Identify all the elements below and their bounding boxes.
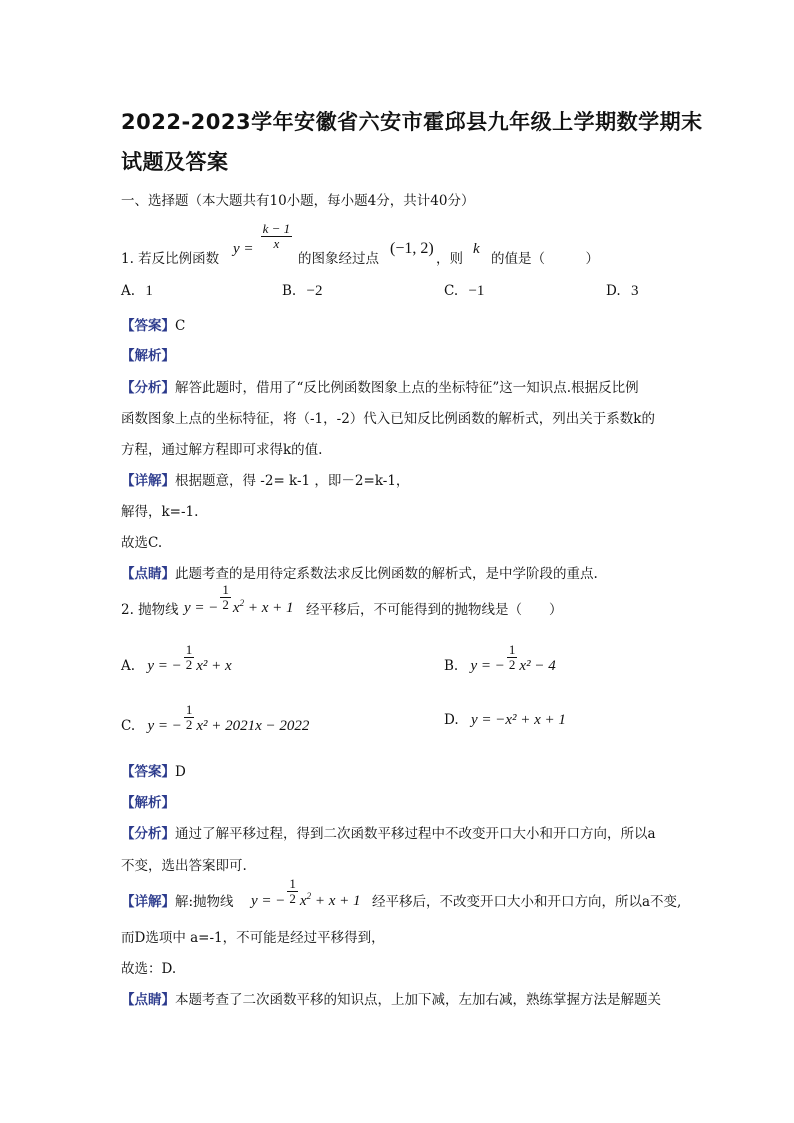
q2-xiangjie-line1 <box>121 890 234 910</box>
option-formula-tail: x² − 4 <box>519 658 556 674</box>
option-letter: A. <box>121 658 136 674</box>
q1-fenxi-line2: 函数图象上点的坐标特征，将（-1，-2）代入已知反比例函数的解析式，列出关于系数k的 <box>121 411 655 427</box>
xiangjie-text: 根据题意，得 -2= k-1 ，即－2=k-1， <box>175 473 410 489</box>
option-letter: B. <box>444 658 459 674</box>
fenxi-text: 通过了解平移过程，得到二次函数平移过程中不改变开口大小和开口方向，所以a <box>175 826 656 842</box>
q1-stem-suffix: 的值是（ ） <box>491 251 599 267</box>
option-formula-tail: x² + x <box>196 658 232 674</box>
q2-answer <box>121 760 186 780</box>
q2-analysis-label: 【解析】 <box>121 795 175 811</box>
dianjing-text: 此题考查的是用待定系数法求反比例函数的解析式，是中学阶段的重点. <box>175 566 598 582</box>
xiangjie-text: 解:抛物线 <box>175 894 234 910</box>
q2-xiangjie-line2: 而D选项中 a=-1，不可能是经过平移得到， <box>121 930 385 946</box>
q1-fenxi-line1 <box>121 376 639 396</box>
q1-dianjing <box>121 562 598 582</box>
q1-formula-fraction <box>261 222 293 251</box>
q1-xiangjie-line3: 故选C. <box>121 535 163 551</box>
option-letter: C. <box>121 718 136 734</box>
q1-option-b <box>282 283 322 300</box>
q1-answer <box>121 314 185 334</box>
fenxi-text: 解答此题时，借用了“反比例函数图象上点的坐标特征”这一知识点.根据反比例 <box>175 380 639 396</box>
q1-formula-numerator: k − 1 <box>262 221 291 236</box>
q1-stem-middle2: ，则 <box>436 251 463 267</box>
q2-dianjing <box>121 988 661 1008</box>
q2-option-b: B. y = − $\frac{1}{2}$ x² − 4 <box>444 642 556 674</box>
q1-option-d <box>606 283 638 300</box>
answer-label: 【答案】 <box>121 318 175 334</box>
page-title-line1: 2022-2023学年安徽省六安市霍邱县九年级上学期数学期末 <box>121 110 703 134</box>
q1-var-k: k <box>473 241 480 257</box>
q2-xiangjie-formula: y = − $\frac{1}{2}$ $x^2 + x + 1$ <box>251 876 361 909</box>
xiangjie-label: 【详解】 <box>121 473 175 489</box>
option-value: 1 <box>145 283 153 299</box>
q1-stem-middle: 的图象经过点 <box>298 251 379 267</box>
q1-analysis-label: 【解析】 <box>121 348 175 364</box>
xiangjie-label: 【详解】 <box>121 894 175 910</box>
option-value: 3 <box>630 283 639 299</box>
q2-fenxi-line1 <box>121 822 656 842</box>
option-formula-tail: x² + 2021x − 2022 <box>196 718 310 734</box>
page-title-line2: 试题及答案 <box>121 150 229 174</box>
q2-option-c: C. y = − $\frac{1}{2}$ x² + 2021x − 2022 <box>121 702 310 734</box>
q1-point: (−1, 2) <box>390 240 434 257</box>
q2-stem-suffix: 经平移后，不可能得到的抛物线是（ ） <box>306 602 563 618</box>
dianjing-text: 本题考查了二次函数平移的知识点，上加下减，左加右减，熟练掌握方法是解题关 <box>175 992 661 1008</box>
option-formula-tail: y = −x² + x + 1 <box>470 712 566 728</box>
q2-formula: y = − $\frac{1}{2}$ $x^2 + x + 1$ <box>184 582 294 616</box>
q1-formula-lhs: y = <box>233 241 254 257</box>
option-value: −2 <box>306 283 323 299</box>
q1-xiangjie-line1 <box>121 469 409 489</box>
answer-label: 【答案】 <box>121 764 175 780</box>
q2-option-a: A. y = − $\frac{1}{2}$ x² + x <box>121 642 232 674</box>
dianjing-label: 【点睛】 <box>121 992 175 1008</box>
q1-option-a <box>121 283 153 300</box>
dianjing-label: 【点睛】 <box>121 566 175 582</box>
q2-stem-prefix: 2. 抛物线 <box>121 602 179 618</box>
option-letter: D. <box>606 283 621 299</box>
option-value: −1 <box>468 283 485 299</box>
q2-fenxi-line2: 不变，选出答案即可. <box>121 858 247 874</box>
option-letter: B. <box>282 283 297 299</box>
q1-fenxi-line3: 方程，通过解方程即可求得k的值. <box>121 442 323 458</box>
q2-option-d <box>444 712 566 729</box>
q1-formula-denominator: x <box>261 236 293 251</box>
q1-option-c <box>444 283 484 300</box>
q2-xiangjie-suffix: 经平移后，不改变开口大小和开口方向，所以a不变, <box>372 894 682 910</box>
answer-value: D <box>175 764 186 780</box>
q1-formula <box>233 221 294 257</box>
option-letter: C. <box>444 283 459 299</box>
fenxi-label: 【分析】 <box>121 826 175 842</box>
fenxi-label: 【分析】 <box>121 380 175 396</box>
q2-xiangjie-line3: 故选：D. <box>121 961 177 977</box>
option-letter: D. <box>444 712 459 728</box>
answer-value: C <box>175 318 186 334</box>
q1-xiangjie-line2: 解得，k=-1. <box>121 504 199 520</box>
q1-stem-prefix: 1. 若反比例函数 <box>121 251 220 267</box>
option-letter: A. <box>121 283 136 299</box>
section-header: 一、选择题（本大题共有10小题，每小题4分，共计40分） <box>121 193 475 209</box>
